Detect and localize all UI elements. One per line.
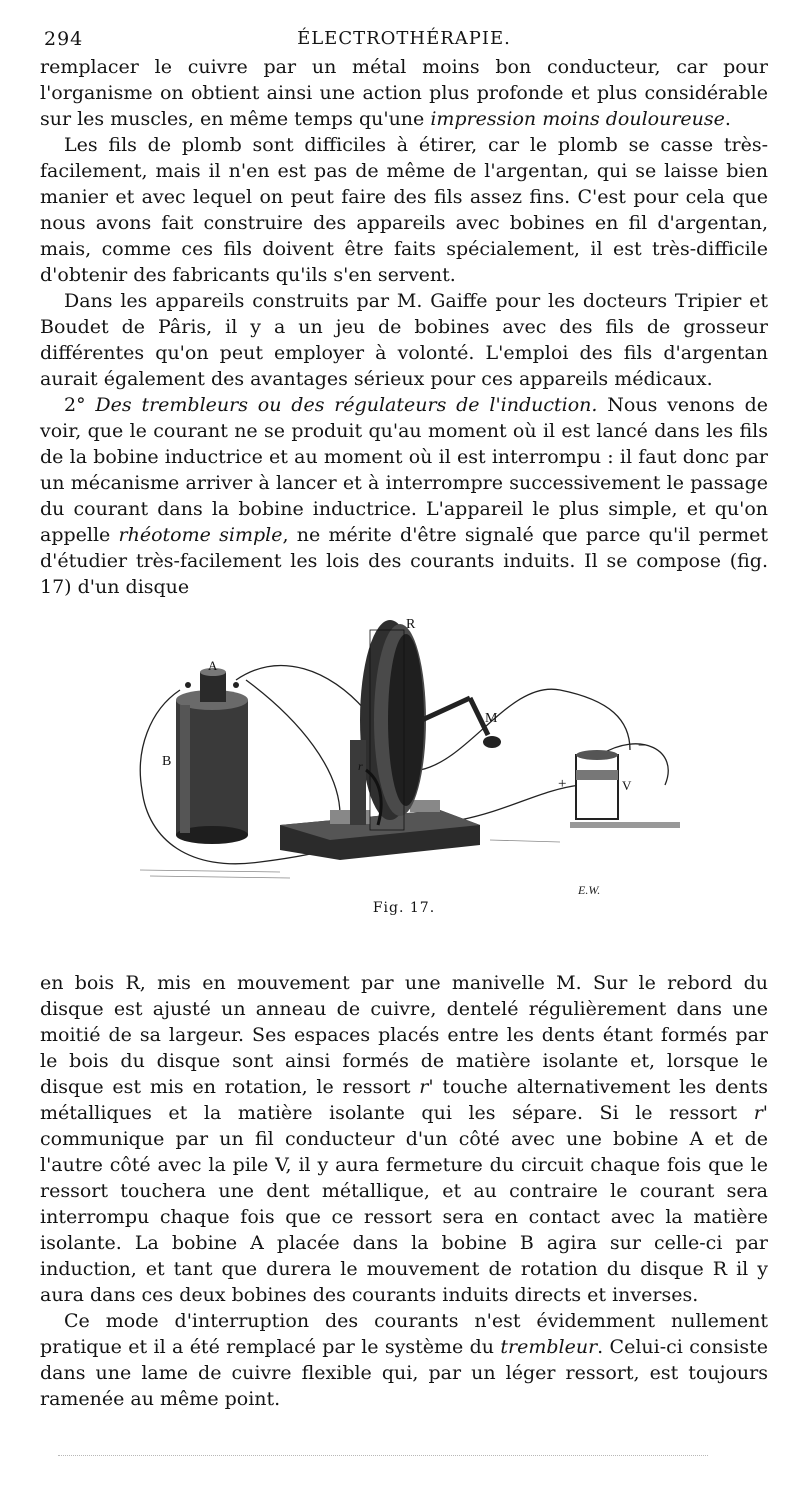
emphasis-impression: impression moins douloureuse — [430, 108, 725, 130]
wooden-disc-r — [360, 620, 426, 830]
paragraph-3: Dans les appareils construits par M. Gaiffe pour les docteurs Tripier et Boudet de Pâris, il y a un jeu de bobines avec des fils de grosseur différentes qu'on peut employer à volonté. L'emploi des fils d'argentan aurait également des avantages sérieux pour ces appareils médicaux. — [40, 290, 768, 390]
label-r-disc: R — [406, 617, 416, 632]
label-v: V — [622, 778, 632, 793]
label-plus: + — [558, 776, 567, 792]
section-heading-trembleurs: Des trembleurs ou des régulateurs de l'induction. — [95, 394, 598, 416]
paragraph-2: Les fils de plomb sont difficiles à étirer, car le plomb se casse très-facilement, mais il n'en est pas de même de l'argentan, qui se laisse bien manier et avec lequel on peut faire des fils assez fins. C'est pour cela que nous avons fait construire des appareils avec bobines en fil d'argentan, mais, comme ces fils doivent être faits spécialement, il est très-difficile d'obtenir des fabricants qu'ils s'en servent. — [40, 134, 768, 286]
symbol-r-prime-1: r' — [419, 1076, 434, 1098]
coil-b — [176, 690, 248, 844]
symbol-r-prime-2: r' — [753, 1102, 768, 1124]
label-m: M — [485, 711, 498, 726]
disc-support — [350, 740, 366, 825]
label-r-spring: r — [358, 759, 363, 773]
paragraph-5: en bois R, mis en mouvement par une manivelle M. Sur le rebord du disque est ajusté un anneau de cuivre, dentelé régulièrement dans une moitié de sa largeur. Ses espaces placés entre les dents étant formés par le bois du disque sont ainsi formés de matière isolante et, lorsque le disque est mis en rotation, le ressort r' touche alternativement les dents métalliques et la matière isolante qui les sépare. Si le ressort r' communique par un fil conducteur d'un côté avec une bobine A et de l'autre côté avec la pile V, il y aura fermeture du circuit chaque fois que le ressort touchera une dent métallique, et au contraire le courant sera interrompu chaque fois que ce ressort sera en contact avec la matière isolante. La bobine A placée dans la bobine B agira sur celle-ci par induction, et tant que durera le mouvement de rotation du disque R il y aura dans ces deux bobines des courants induits directs et inverses. — [40, 972, 768, 1306]
figure-17 — [40, 610, 768, 970]
running-title: ÉLECTROTHÉRAPIE. — [297, 28, 511, 49]
figure-17-engraving — [40, 610, 768, 900]
emphasis-rheotome: rhéotome simple — [118, 524, 283, 546]
emphasis-trembleur: trembleur — [500, 1336, 598, 1358]
label-b: B — [162, 754, 172, 769]
paragraph-1: remplacer le cuivre par un métal moins bon conducteur, car pour l'organisme on obtient ainsi une action plus profonde et plus considérable sur les muscles, en même temps qu'une impression moins douloureuse. — [40, 56, 768, 130]
page-number: 294 — [44, 28, 84, 50]
footer-rule — [58, 1455, 708, 1456]
label-a: A — [208, 658, 218, 673]
page-header — [40, 28, 768, 54]
page — [40, 28, 768, 1412]
paragraph-6: Ce mode d'interruption des courants n'est évidemment nullement pratique et il a été remplacé par le système du trembleur. Celui-ci consiste dans une lame de cuivre flexible qui, par un léger ressort, est toujours ramenée au même point. — [40, 1310, 768, 1410]
paragraph-4: 2° Des trembleurs ou des régulateurs de l'induction. Nous venons de voir, que le courant ne se produit qu'au moment où il est lancé dans les fils de la bobine inductrice et au moment où il est interrompu : il faut donc par un mécanisme arriver à lancer et à interrompre successivement le passage du courant dans la bobine inductrice. L'appareil le plus simple, et qu'on appelle rhéotome simple, ne mérite d'être signalé que parce qu'il permet d'étudier très-facilement les lois des courants induits. Il se compose (fig. 17) d'un disque — [40, 394, 768, 598]
engraver-signature: E.W. — [578, 883, 601, 897]
figure-caption: Fig. 17. — [372, 900, 436, 916]
label-minus: − — [638, 738, 647, 754]
